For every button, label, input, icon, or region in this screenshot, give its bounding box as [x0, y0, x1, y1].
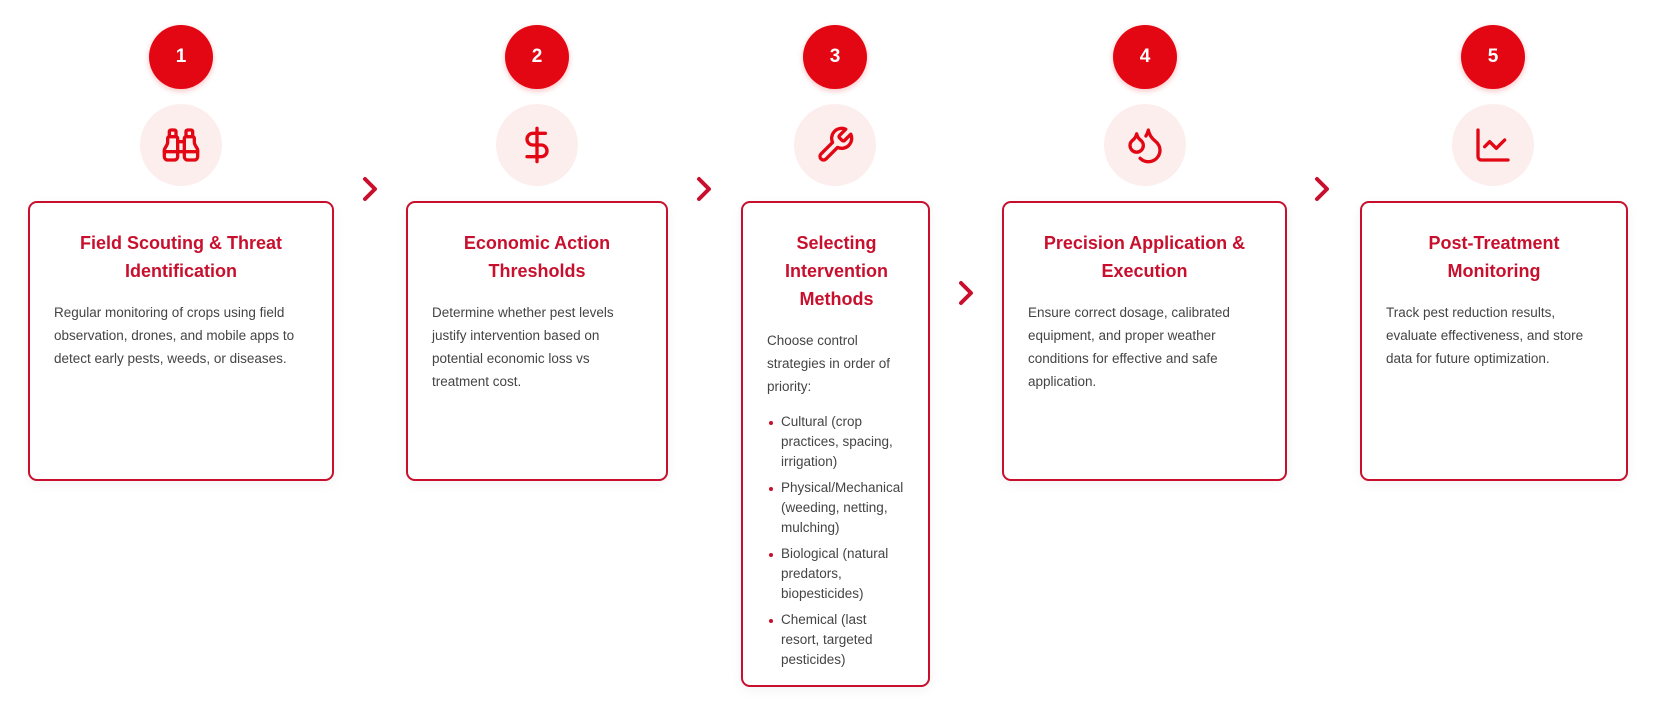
droplets-icon: [1104, 104, 1186, 186]
step-description: Choose control strategies in order of priority:: [767, 333, 891, 394]
step-title: Economic Action Thresholds: [463, 233, 611, 281]
list-item: Chemical (last resort, targeted pesticides): [767, 610, 906, 670]
step-description: Regular monitoring of crops using field observation, drones, and mobile apps to detect early pests, weeds, or diseases.: [54, 305, 295, 366]
list-item: Physical/Mechanical (weeding, netting, mulching): [767, 478, 906, 538]
step-number-badge: 4: [1113, 25, 1177, 89]
step-title: Post-Treatment Monitoring: [1428, 233, 1560, 281]
step-description: Track pest reduction results, evaluate effectiveness, and store data for future optimization.: [1386, 305, 1584, 366]
method-list: [767, 412, 906, 670]
step-description: Ensure correct dosage, calibrated equipment, and proper weather conditions for effective and safe application.: [1028, 305, 1230, 389]
chevron-right-icon: [1311, 174, 1333, 204]
step-card: [28, 201, 334, 481]
step-title: Precision Application & Execution: [1043, 233, 1246, 281]
chevron-right-icon: [955, 278, 977, 308]
list-item: Biological (natural predators, biopesticides): [767, 544, 906, 604]
list-item: Cultural (crop practices, spacing, irrigation): [767, 412, 906, 472]
step-card: [1360, 201, 1628, 481]
step-description: Determine whether pest levels justify intervention based on potential economic loss vs treatment cost.: [432, 305, 614, 389]
chevron-right-icon: [359, 174, 381, 204]
chevron-right-icon: [693, 174, 715, 204]
step-card: [741, 201, 930, 687]
step-number-badge: 1: [149, 25, 213, 89]
step-number-badge: 2: [505, 25, 569, 89]
binoculars-icon: [140, 104, 222, 186]
step-number-badge: 5: [1461, 25, 1525, 89]
step-title: Field Scouting & Threat Identification: [79, 233, 282, 281]
dollar-icon: [496, 104, 578, 186]
step-title: Selecting Intervention Methods: [784, 233, 888, 309]
wrench-icon: [794, 104, 876, 186]
step-card: [1002, 201, 1287, 481]
line-chart-icon: [1452, 104, 1534, 186]
step-number-badge: 3: [803, 25, 867, 89]
step-card: [406, 201, 668, 481]
